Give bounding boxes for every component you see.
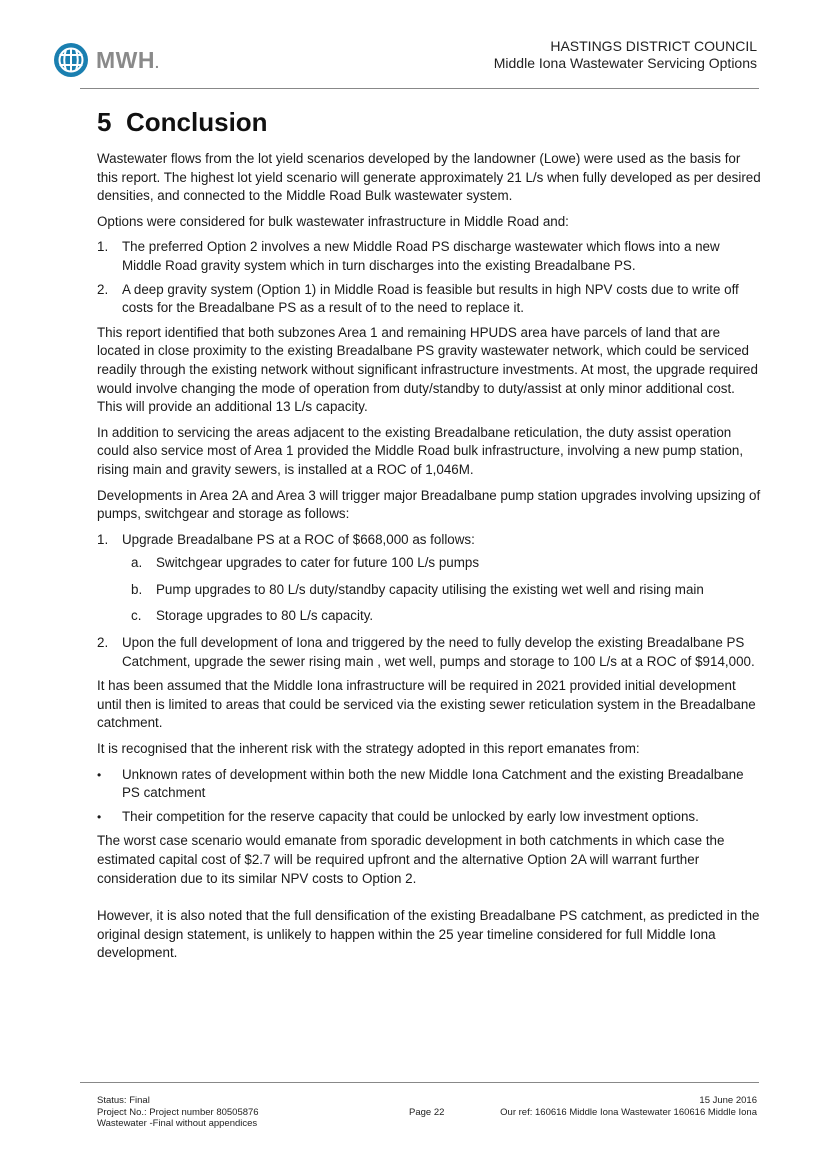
header-divider (80, 88, 759, 89)
paragraph-flows: Wastewater flows from the lot yield scenarios developed by the landowner (Lowe) were used as the basis for this report. The highest lot yield scenario will generate approximately 21 L/s when fully developed as per desired densities, and connected to the Middle Road Bulk wastewater system. (97, 151, 761, 204)
list-item (97, 281, 762, 318)
sublist-item (131, 581, 762, 600)
list-item (97, 531, 762, 550)
bullet-icon: • (97, 809, 102, 824)
paragraph-worst-case: The worst case scenario would emanate from sporadic development in both catchments in which case the estimated capital cost of $2.7 will be required upfront and the alternative Option 2A will warrant further consideration due to its similar NPV costs to Option 2. (97, 833, 725, 886)
paragraph-developments: Developments in Area 2A and Area 3 will trigger major Breadalbane pump station upgrades involving upsizing of pumps, switchgear and storage as follows: (97, 487, 761, 522)
footer-date: 15 June 2016 (699, 1095, 757, 1106)
footer-filename-cont: Wastewater -Final without appendices (97, 1118, 258, 1129)
sublist-item (131, 554, 762, 573)
paragraph-options-intro: Options were considered for bulk wastewater infrastructure in Middle Road and: (97, 213, 569, 229)
header-organisation: HASTINGS DISTRICT COUNCIL (550, 38, 757, 54)
footer-project-number: Project No.: Project number 80505876 (97, 1106, 259, 1118)
bullet-item (97, 766, 762, 803)
section-number: 5 (97, 107, 112, 137)
list-item (97, 238, 762, 275)
footer-left (97, 1095, 259, 1130)
footer-page-number: Page 22 (409, 1106, 445, 1118)
list-body (122, 531, 762, 550)
list-text: A deep gravity system (Option 1) in Middle Road is feasible but results in high NPV costs due to write off costs for the Breadalbane PS as a result of to the need to replace it. (122, 281, 739, 316)
list-text: Their competition for the reserve capacity that could be unlocked by early low investment options. (122, 808, 699, 824)
footer-our-ref: Our ref: 160616 Middle Iona Wastewater 160616 Middle Iona (500, 1106, 757, 1118)
paragraph-risk-intro: It is recognised that the inherent risk with the strategy adopted in this report emanates from: (97, 741, 640, 757)
paragraph-densification: However, it is also noted that the full densification of the existing Breadalbane PS catchment, as predicted in the original design statement, is unlikely to happen within the 25 year timeline considered for full Middle Iona development. (97, 908, 760, 961)
page-content (97, 104, 762, 970)
list-text: Storage upgrades to 80 L/s capacity. (156, 608, 374, 624)
list-item (97, 634, 762, 671)
list-marker: 2. (97, 635, 109, 651)
header-document-title: Middle Iona Wastewater Servicing Options (493, 55, 757, 71)
footer-right (500, 1095, 757, 1118)
list-marker: 1. (97, 531, 109, 547)
mwh-logo (53, 42, 159, 78)
section-heading (97, 104, 762, 140)
sublist-item (131, 607, 762, 626)
list-marker: a. (131, 555, 143, 571)
list-marker: 2. (97, 281, 109, 297)
logo-wordmark: MWH. (96, 46, 160, 73)
section-title: Conclusion (126, 107, 268, 137)
upgrade-list (97, 531, 762, 672)
paragraph-subzones: This report identified that both subzones Area 1 and remaining HPUDS area have parcels of land that are located in close proximity to the existing Breadalbane PS gravity wastewater network, which could be serviced readily through the existing network without significant infrastructure investments. At most, the upgrade required would involve changing the mode of operation from duty/standby to duty/assist at only minor additional cost. This will provide an additional 13 L/s capacity. (97, 324, 758, 415)
document-header (494, 38, 757, 72)
footer-divider (80, 1082, 759, 1083)
bullet-item (97, 808, 762, 827)
globe-icon (53, 42, 89, 78)
list-marker: b. (131, 581, 143, 597)
list-text: Upon the full development of Iona and triggered by the need to fully develop the existing Breadalbane PS Catchment, upgrade the sewer rising main , wet well, pumps and storage to 100 L/s at a ROC of $914,000. (122, 635, 755, 669)
footer-status: Status: Final (97, 1095, 150, 1106)
list-text: Pump upgrades to 80 L/s duty/standby capacity utilising the existing wet well and rising main (156, 581, 704, 597)
list-text: Upgrade Breadalbane PS at a ROC of $668,000 as follows: (122, 531, 475, 547)
list-text: The preferred Option 2 involves a new Middle Road PS discharge wastewater which flows into a new Middle Road gravity system which in turn discharges into the existing Breadalbane PS. (122, 239, 720, 273)
spacer (97, 895, 762, 907)
list-marker: c. (131, 608, 142, 624)
risk-list (97, 766, 762, 827)
upgrade-sublist (97, 554, 762, 626)
list-text: Switchgear upgrades to cater for future 100 L/s pumps (156, 555, 480, 571)
bullet-icon: • (97, 767, 102, 782)
paragraph-assumption: It has been assumed that the Middle Iona infrastructure will be required in 2021 provided initial development until then is limited to areas that could be serviced via the existing sewer reticulation system in the Breadalbane catchment. (97, 678, 756, 731)
list-text: Unknown rates of development within both the new Middle Iona Catchment and the existing Breadalbane PS catchment (122, 766, 744, 801)
list-marker: 1. (97, 239, 109, 255)
paragraph-duty-assist: In addition to servicing the areas adjacent to the existing Breadalbane reticulation, the duty assist operation could also service most of Area 1 provided the Middle Road bulk infrastructure, involving a new pump station, rising main and gravity sewers, is installed at a ROC of 1,046M. (97, 424, 744, 477)
options-list (97, 238, 762, 317)
